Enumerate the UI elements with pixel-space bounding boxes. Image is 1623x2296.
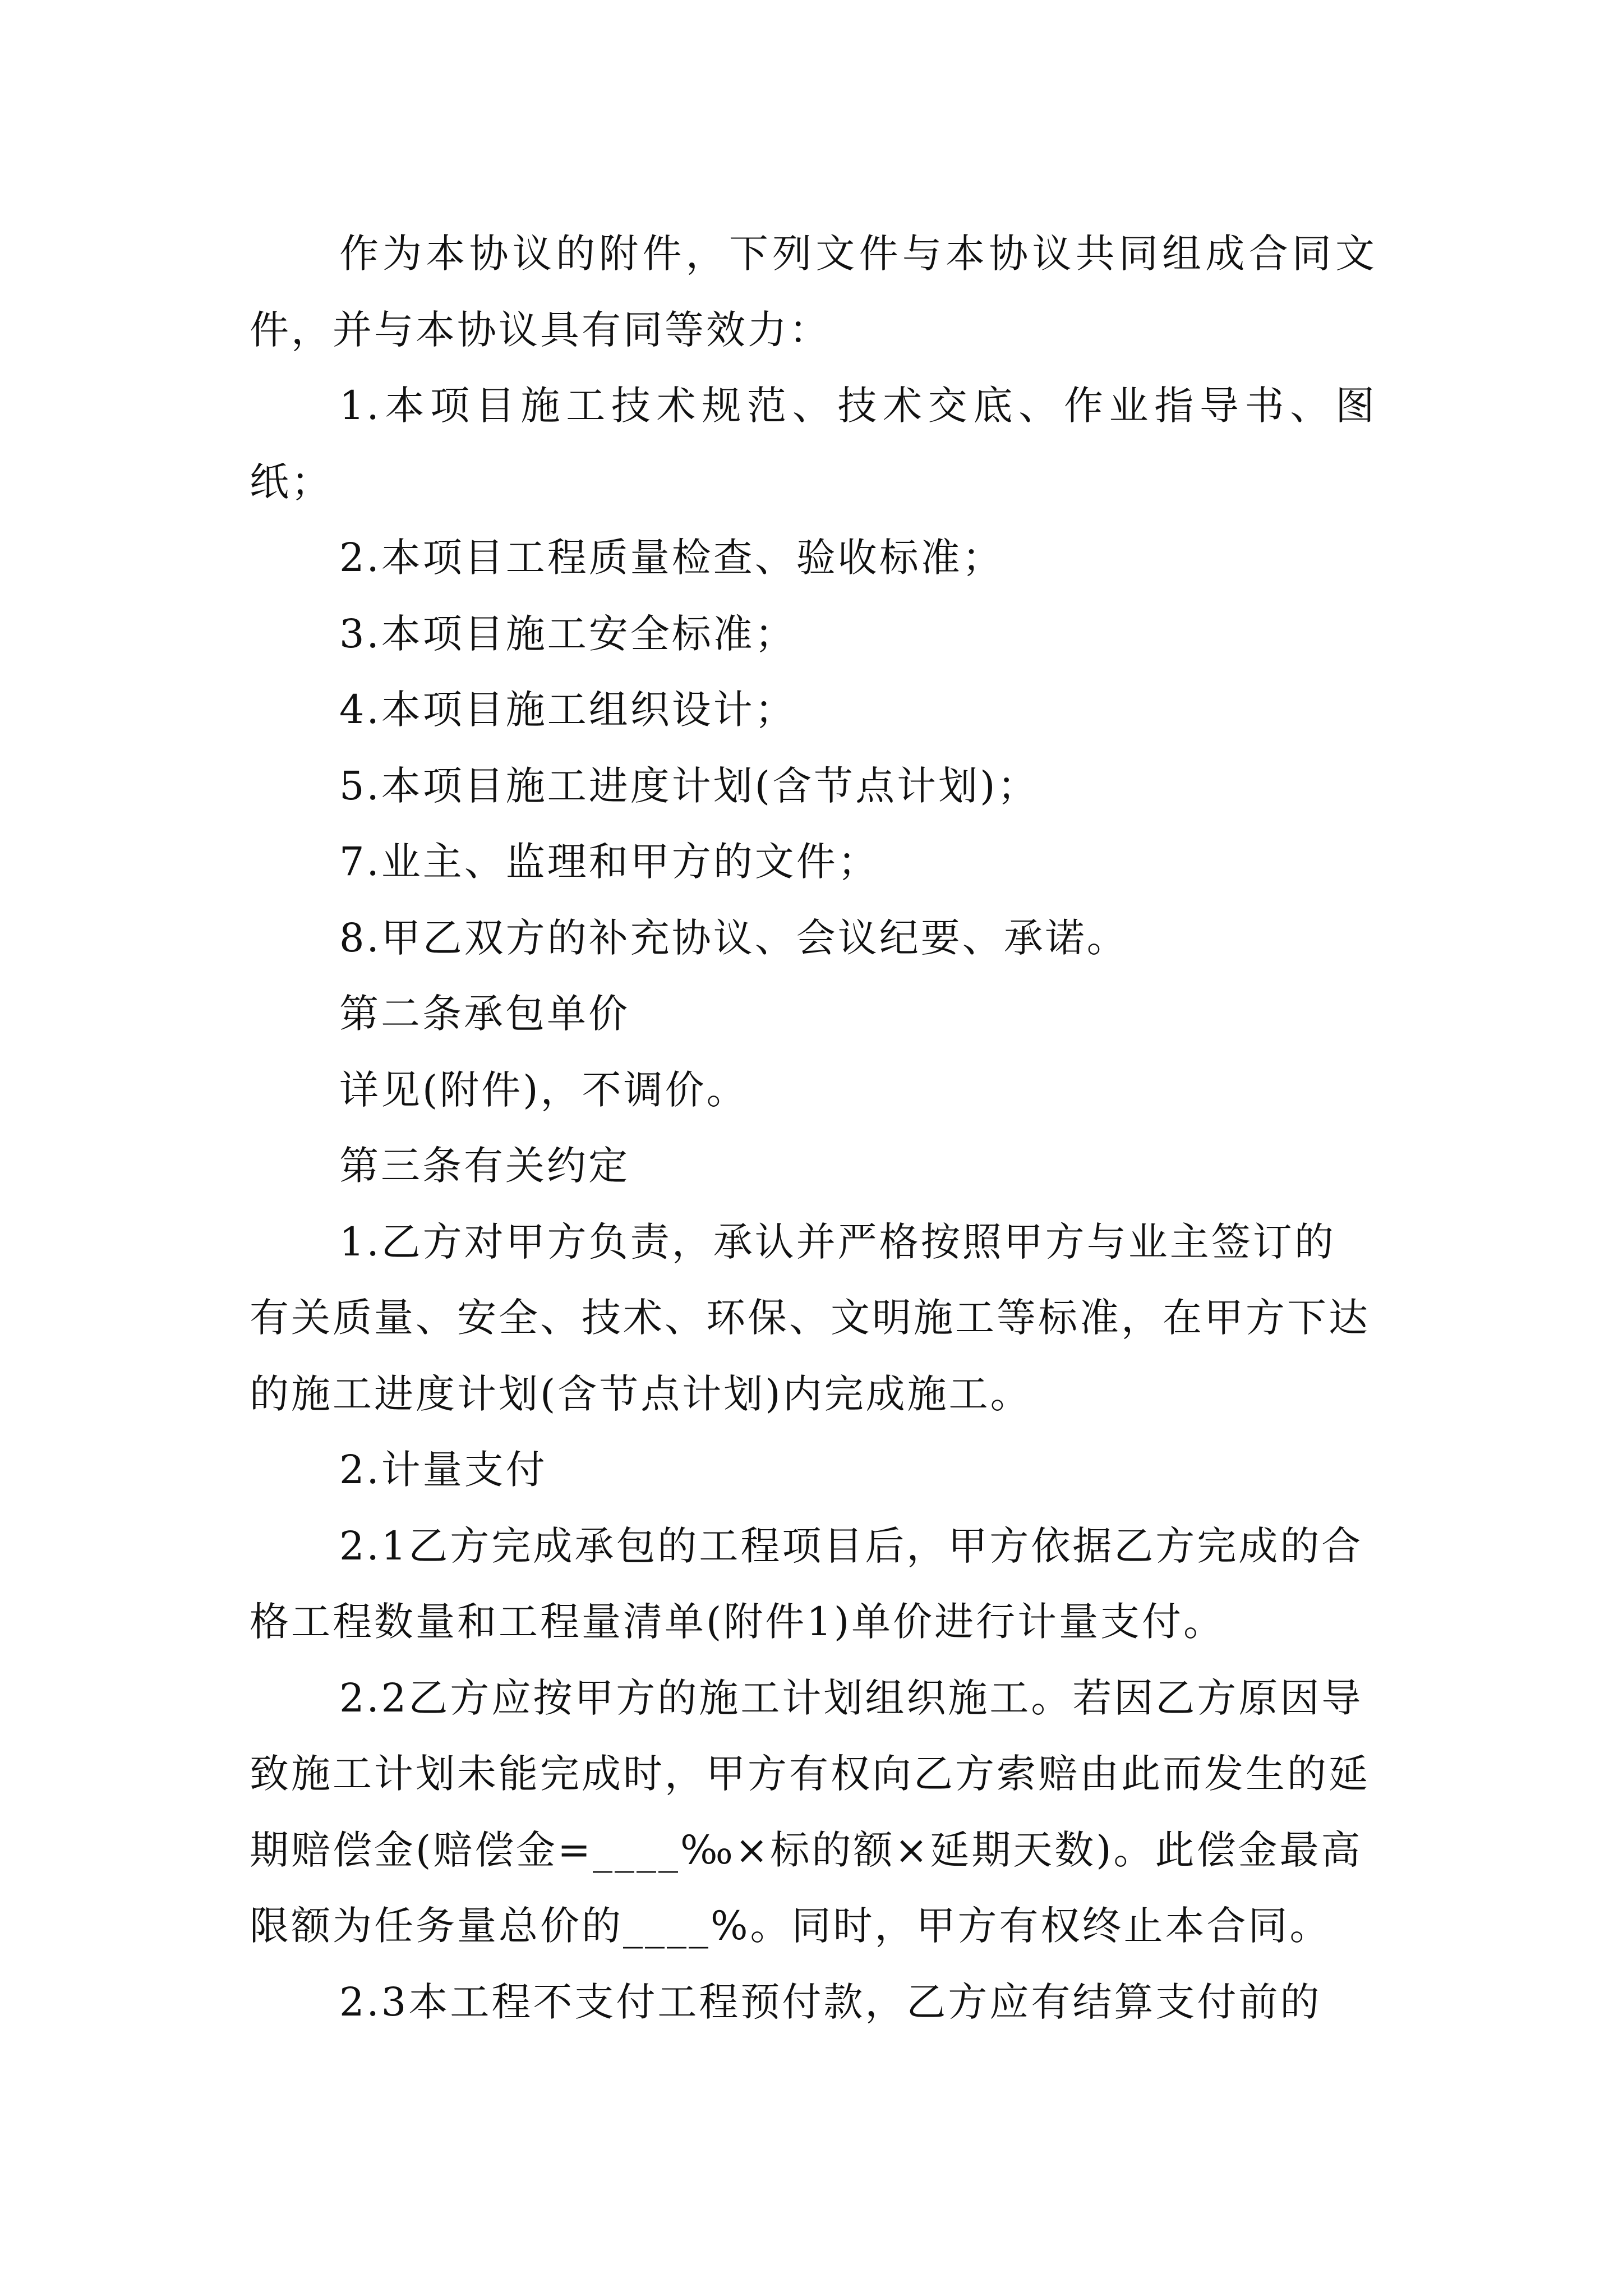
list-item-schedule: 5.本项目施工进度计划(含节点计划)；: [339, 762, 1039, 809]
list-item-construction-design: 4.本项目施工组织设计；: [339, 687, 796, 733]
article-2-body: 详见(附件)，不调价。: [339, 1066, 748, 1113]
paragraph-attachments-intro: 作为本协议的附件，下列文件与本协议共同组成合同文件，并与本协议具有同等效力：: [250, 231, 1377, 353]
article-3-heading: 第三条有关约定: [339, 1143, 630, 1189]
clause-2-2-delay-compensation: 2.2乙方应按甲方的施工计划组织施工。若因乙方原因导致施工计划未能完成时，甲方有权向乙方索赔由此而发生的延期赔偿金(赔偿金=____‰×标的额×延期天数)。此偿金最高限额为任务量总价的____%。同时，甲方有权终止本合同。: [250, 1674, 1370, 1949]
list-item-quality-standards: 2.本项目工程质量检查、验收标准；: [339, 535, 1004, 581]
clause-2-heading: 2.计量支付: [339, 1447, 547, 1493]
document-body: [250, 216, 1377, 2040]
list-item-owner-documents: 7.业主、监理和甲方的文件；: [339, 839, 879, 885]
list-item-technical-specs: 1.本项目施工技术规范、技术交底、作业指导书、图纸；: [250, 383, 1377, 505]
clause-2-1-measurement: 2.1乙方完成承包的工程项目后，甲方依据乙方完成的合格工程数量和工程量清单(附件1)单价进行计量支付。: [250, 1522, 1363, 1645]
clause-1-responsibility: 1.乙方对甲方负责，承认并严格按照甲方与业主签订的有关质量、安全、技术、环保、文明施工等标准，在甲方下达的施工进度计划(含节点计划)内完成施工。: [250, 1218, 1370, 1417]
article-2-heading: 第二条承包单价: [339, 991, 630, 1037]
clause-2-3-advance-payment: 2.3本工程不支付工程预付款，乙方应有结算支付前的: [339, 1978, 1322, 2025]
list-item-safety-standards: 3.本项目施工安全标准；: [339, 610, 796, 657]
list-item-supplementary-agreements: 8.甲乙双方的补充协议、会议纪要、承诺。: [339, 914, 1128, 961]
